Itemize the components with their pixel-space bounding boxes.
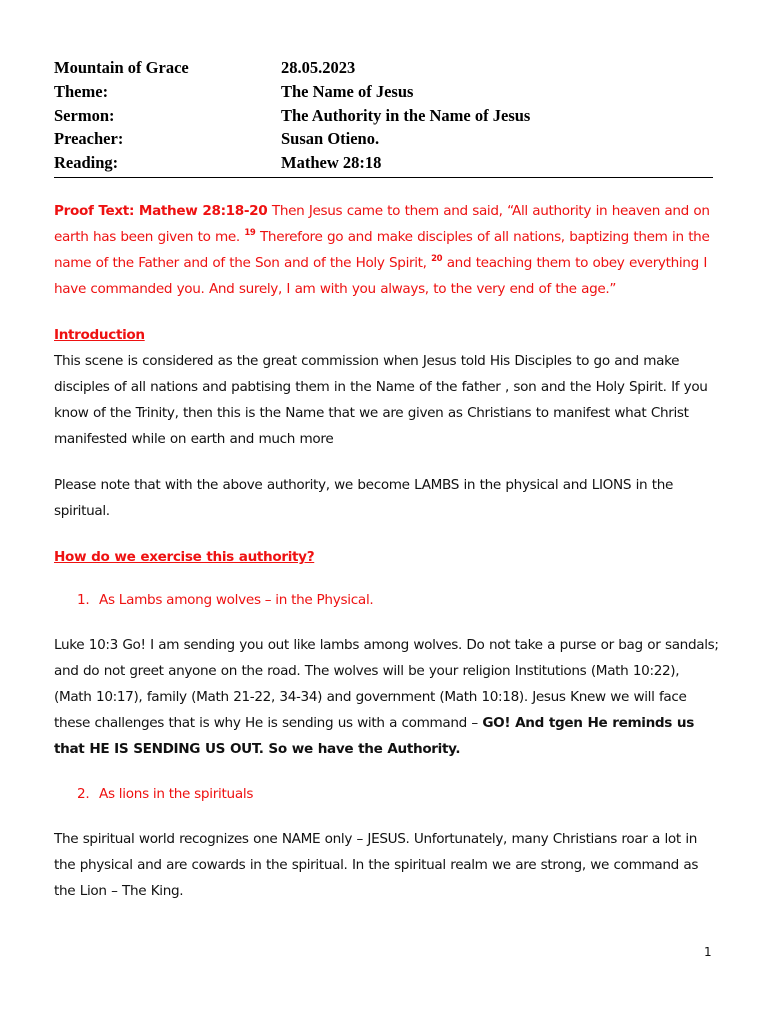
header-label: Mountain of Grace: [54, 58, 189, 77]
header-row-reading: [54, 151, 713, 175]
header-row-theme: [54, 80, 713, 104]
list-item-lambs: [77, 587, 373, 613]
header-row-preacher: [54, 127, 713, 151]
page-number: 1: [704, 945, 712, 959]
proof-text-c: and teaching them to obey everything I have commanded you. And surely, I am with you always, to the very end of the age.”: [54, 255, 707, 297]
header-label: Preacher:: [54, 129, 124, 149]
header-value: 28.05.2023: [281, 58, 356, 77]
spiritual-paragraph: The spiritual world recognizes one NAME only – JESUS. Unfortunately, many Christians roar a lot in the physical and are cowards in the spiritual. In the spiritual realm we are strong, we command as the Lion – The King.: [54, 831, 699, 899]
proof-text-b: Therefore go and make disciples of all nations, baptizing them in the name of the Father and of the Son and of the Holy Spirit,: [54, 229, 710, 271]
proof-text-a: Then Jesus came to them and said, “All authority in heaven and on earth has been given to me.: [54, 203, 710, 245]
list-item-text: As lions in the spirituals: [99, 786, 254, 802]
exercise-heading: How do we exercise this authority?: [54, 549, 315, 565]
header-value: The Name of Jesus: [281, 81, 414, 101]
verse-number-19: 19: [244, 228, 256, 238]
list-item-text: As Lambs among wolves – in the Physical.: [99, 592, 374, 608]
authority-note-paragraph: Please note that with the above authority, we become LAMBS in the physical and LIONS in the spiritual.: [54, 477, 674, 519]
list-number: 2.: [77, 786, 90, 802]
header-value: The Authority in the Name of Jesus: [281, 105, 531, 125]
proof-text-label: Proof Text: Mathew 28:18-20: [54, 203, 268, 219]
header-label: Sermon:: [54, 105, 115, 125]
introduction-heading: Introduction: [54, 327, 145, 343]
header-row-sermon: [54, 104, 713, 128]
header-label: Reading:: [54, 153, 119, 172]
header-value: Mathew 28:18: [281, 153, 382, 172]
verse-number-20: 20: [431, 254, 443, 264]
header-label: Theme:: [54, 81, 109, 101]
luke-text: Luke 10:3 Go! I am sending you out like lambs among wolves. Do not take a purse or bag or sandals; and do not greet anyone on the road. The wolves will be your religion Institutions (Math 10:22), (Math 10:17), family (Math 21-22, 34-34) and government (Math 10:18). Jesus Knew we will face these challenges that is why He is sending us with a command –: [54, 637, 719, 731]
luke-bold-text: GO! And tgen He reminds us that HE IS SENDING US OUT. So we have the Authority.: [54, 715, 694, 757]
list-item-lions: [77, 781, 253, 807]
sermon-header: [54, 56, 713, 178]
proof-text-paragraph: [54, 198, 719, 302]
header-value: Susan Otieno.: [281, 129, 380, 149]
header-row-church: [54, 56, 713, 80]
luke-paragraph: [54, 632, 719, 762]
introduction-paragraph: This scene is considered as the great commission when Jesus told His Disciples to go and make disciples of all nations and pabtising them in the Name of the father , son and the Holy Spirit. If you know of the Trinity, then this is the Name that we are given as Christians to manifest what Christ manifested while on earth and much more: [54, 353, 708, 447]
list-number: 1.: [77, 592, 90, 608]
